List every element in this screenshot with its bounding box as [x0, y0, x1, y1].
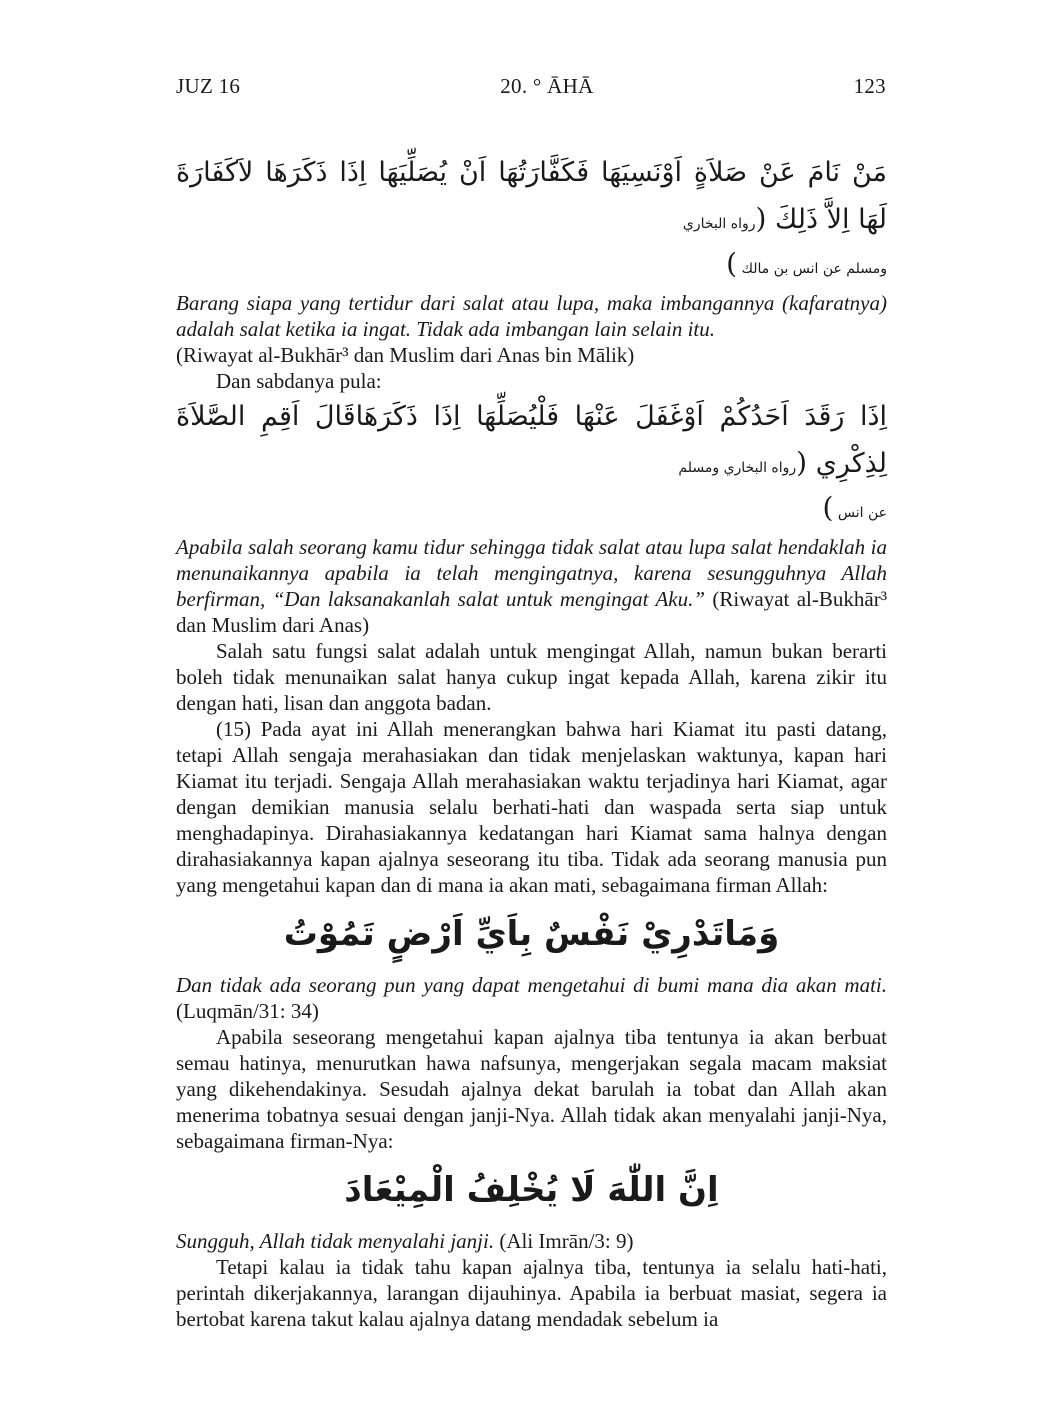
juz-label: JUZ 16 — [176, 74, 241, 98]
hadith-1-text: مَنْ نَامَ عَنْ صَلاَةٍ اَوْنَسِيَهَا فَكَفَّارَتُهَا اَنْ يُصَلِّيَهَا اِذَا ذَكَرَهَا لاَكَفَارَةَ لَهَا اِلاَّ ذَلِكَ — [176, 157, 887, 235]
verse-1-translation: Dan tidak ada seorang pun yang dapat mengetahui di bumi mana dia akan mati. — [176, 973, 887, 997]
verse-2-arabic: اِنَّ اللّٰهَ لَا يُخْلِفُ الْمِيْعَادَ — [344, 1170, 719, 1210]
hadith-2-text: اِذَا رَقَدَ اَحَدُكُمْ اَوْغَفَلَ عَنْهَا فَلْيُصَلِّهَا اِذَا ذَكَرَهَاقَالَ اَقِمِ الصَّلاَةَ لِذِكْرِي — [176, 401, 887, 479]
bracket-open: ( — [796, 446, 808, 479]
hadith-1-source-b: ومسلم عن انس بن مالك — [741, 261, 887, 277]
hadith-2-reference: (Riwayat al-Bukhār³ dan Muslim dari Anas) — [176, 587, 887, 637]
bracket-open: ( — [755, 202, 767, 235]
page-header — [176, 74, 886, 99]
paragraph-3: Apabila seseorang mengetahui kapan ajalnya tiba tentunya ia akan berbuat semau hatinya, menurutkan hawa nafsunya, mengerjakan segala macam maksiat yang dikehendakinya. Sesudah ajalnya dekat barulah ia tobat dan Allah akan menerima tobatnya sesuai dengan janji-Nya. Allah tidak akan menyalahi janji-Nya, sebagaimana firman-Nya: — [176, 1025, 887, 1153]
paragraph-4: Tetapi kalau ia tidak tahu kapan ajalnya tiba, tentunya ia selalu hati-hati, perintah dikerjakannya, larangan dijauhinya. Apabila ia berbuat masiat, segera ia bertobat karena takut kalau ajalnya datang mendadak sebelum ia — [176, 1255, 887, 1331]
intro-2: Dan sabdanya pula: — [216, 369, 382, 393]
bracket-close: ) — [822, 491, 834, 524]
surah-title: 20. ° ĀHĀ — [500, 74, 594, 98]
hadith-1-reference: (Riwayat al-Bukhār³ dan Muslim dari Anas bin Mālik) — [176, 343, 635, 367]
bracket-close: ) — [726, 247, 738, 280]
verse-1-translation-paragraph — [176, 972, 887, 1024]
hadith-2-source-b: عن انس — [837, 505, 887, 521]
hadith-1-translation: Barang siapa yang tertidur dari salat atau lupa, maka imbangannya (kafaratnya) adalah salat ketika ia ingat. Tidak ada imbangan lain selain itu. — [176, 291, 887, 341]
hadith-2-arabic — [176, 394, 887, 491]
hadith-2-translation-paragraph — [176, 534, 887, 638]
verse-2-translation: Sungguh, Allah tidak menyalahi janji. — [176, 1229, 495, 1253]
paragraph-2: (15) Pada ayat ini Allah menerangkan bahwa hari Kiamat itu pasti datang, tetapi Allah sengaja merahasiakan dan tidak menjelaskan waktunya, kapan hari Kiamat itu terjadi. Sengaja Allah merahasiakan waktu terjadinya hari Kiamat, agar dengan demikian manusia selalu berhati-hati dan waspada serta siap untuk menghadapinya. Dirahasiakannya kedatangan hari Kiamat sama halnya dengan dirahasiakannya kapan ajalnya seseorang itu tiba. Tidak ada seorang manusia pun yang mengetahui kapan dan di mana ia akan mati, sebagaimana firman Allah: — [176, 717, 887, 897]
hadith-1-source-line — [176, 247, 887, 286]
page-number: 123 — [853, 74, 886, 98]
hadith-2-quote: “Dan laksanakanlah salat untuk mengingat Aku.” — [272, 587, 706, 611]
verse-2-reference: (Ali Imrān/3: 9) — [494, 1229, 634, 1253]
hadith-1-arabic — [176, 150, 887, 247]
verse-1-arabic: وَمَاتَدْرِيْ نَفْسٌ بِاَيِّ اَرْضٍ تَمُوْتُ — [283, 914, 780, 954]
verse-1-reference: (Luqmān/31: 34) — [176, 999, 319, 1023]
verse-2-translation-paragraph — [176, 1228, 887, 1254]
page-body — [176, 150, 887, 1332]
hadith-2-translation: Apabila salah seorang kamu tidur sehingga tidak salat atau lupa salat hendaklah ia menunaikannya apabila ia telah mengingatnya, karena sesungguhnya Allah berfirman, — [176, 535, 887, 611]
hadith-2-source-line — [176, 491, 887, 530]
hadith-1-source-a: رواه البخاري — [682, 216, 756, 232]
paragraph-1: Salah satu fungsi salat adalah untuk mengingat Allah, namun bukan berarti boleh tidak menunaikan salat hanya cukup ingat kepada Allah, karena zikir itu dengan hati, lisan dan anggota badan. — [176, 639, 887, 715]
hadith-2-source-a: رواه البخاري ومسلم — [678, 460, 797, 476]
